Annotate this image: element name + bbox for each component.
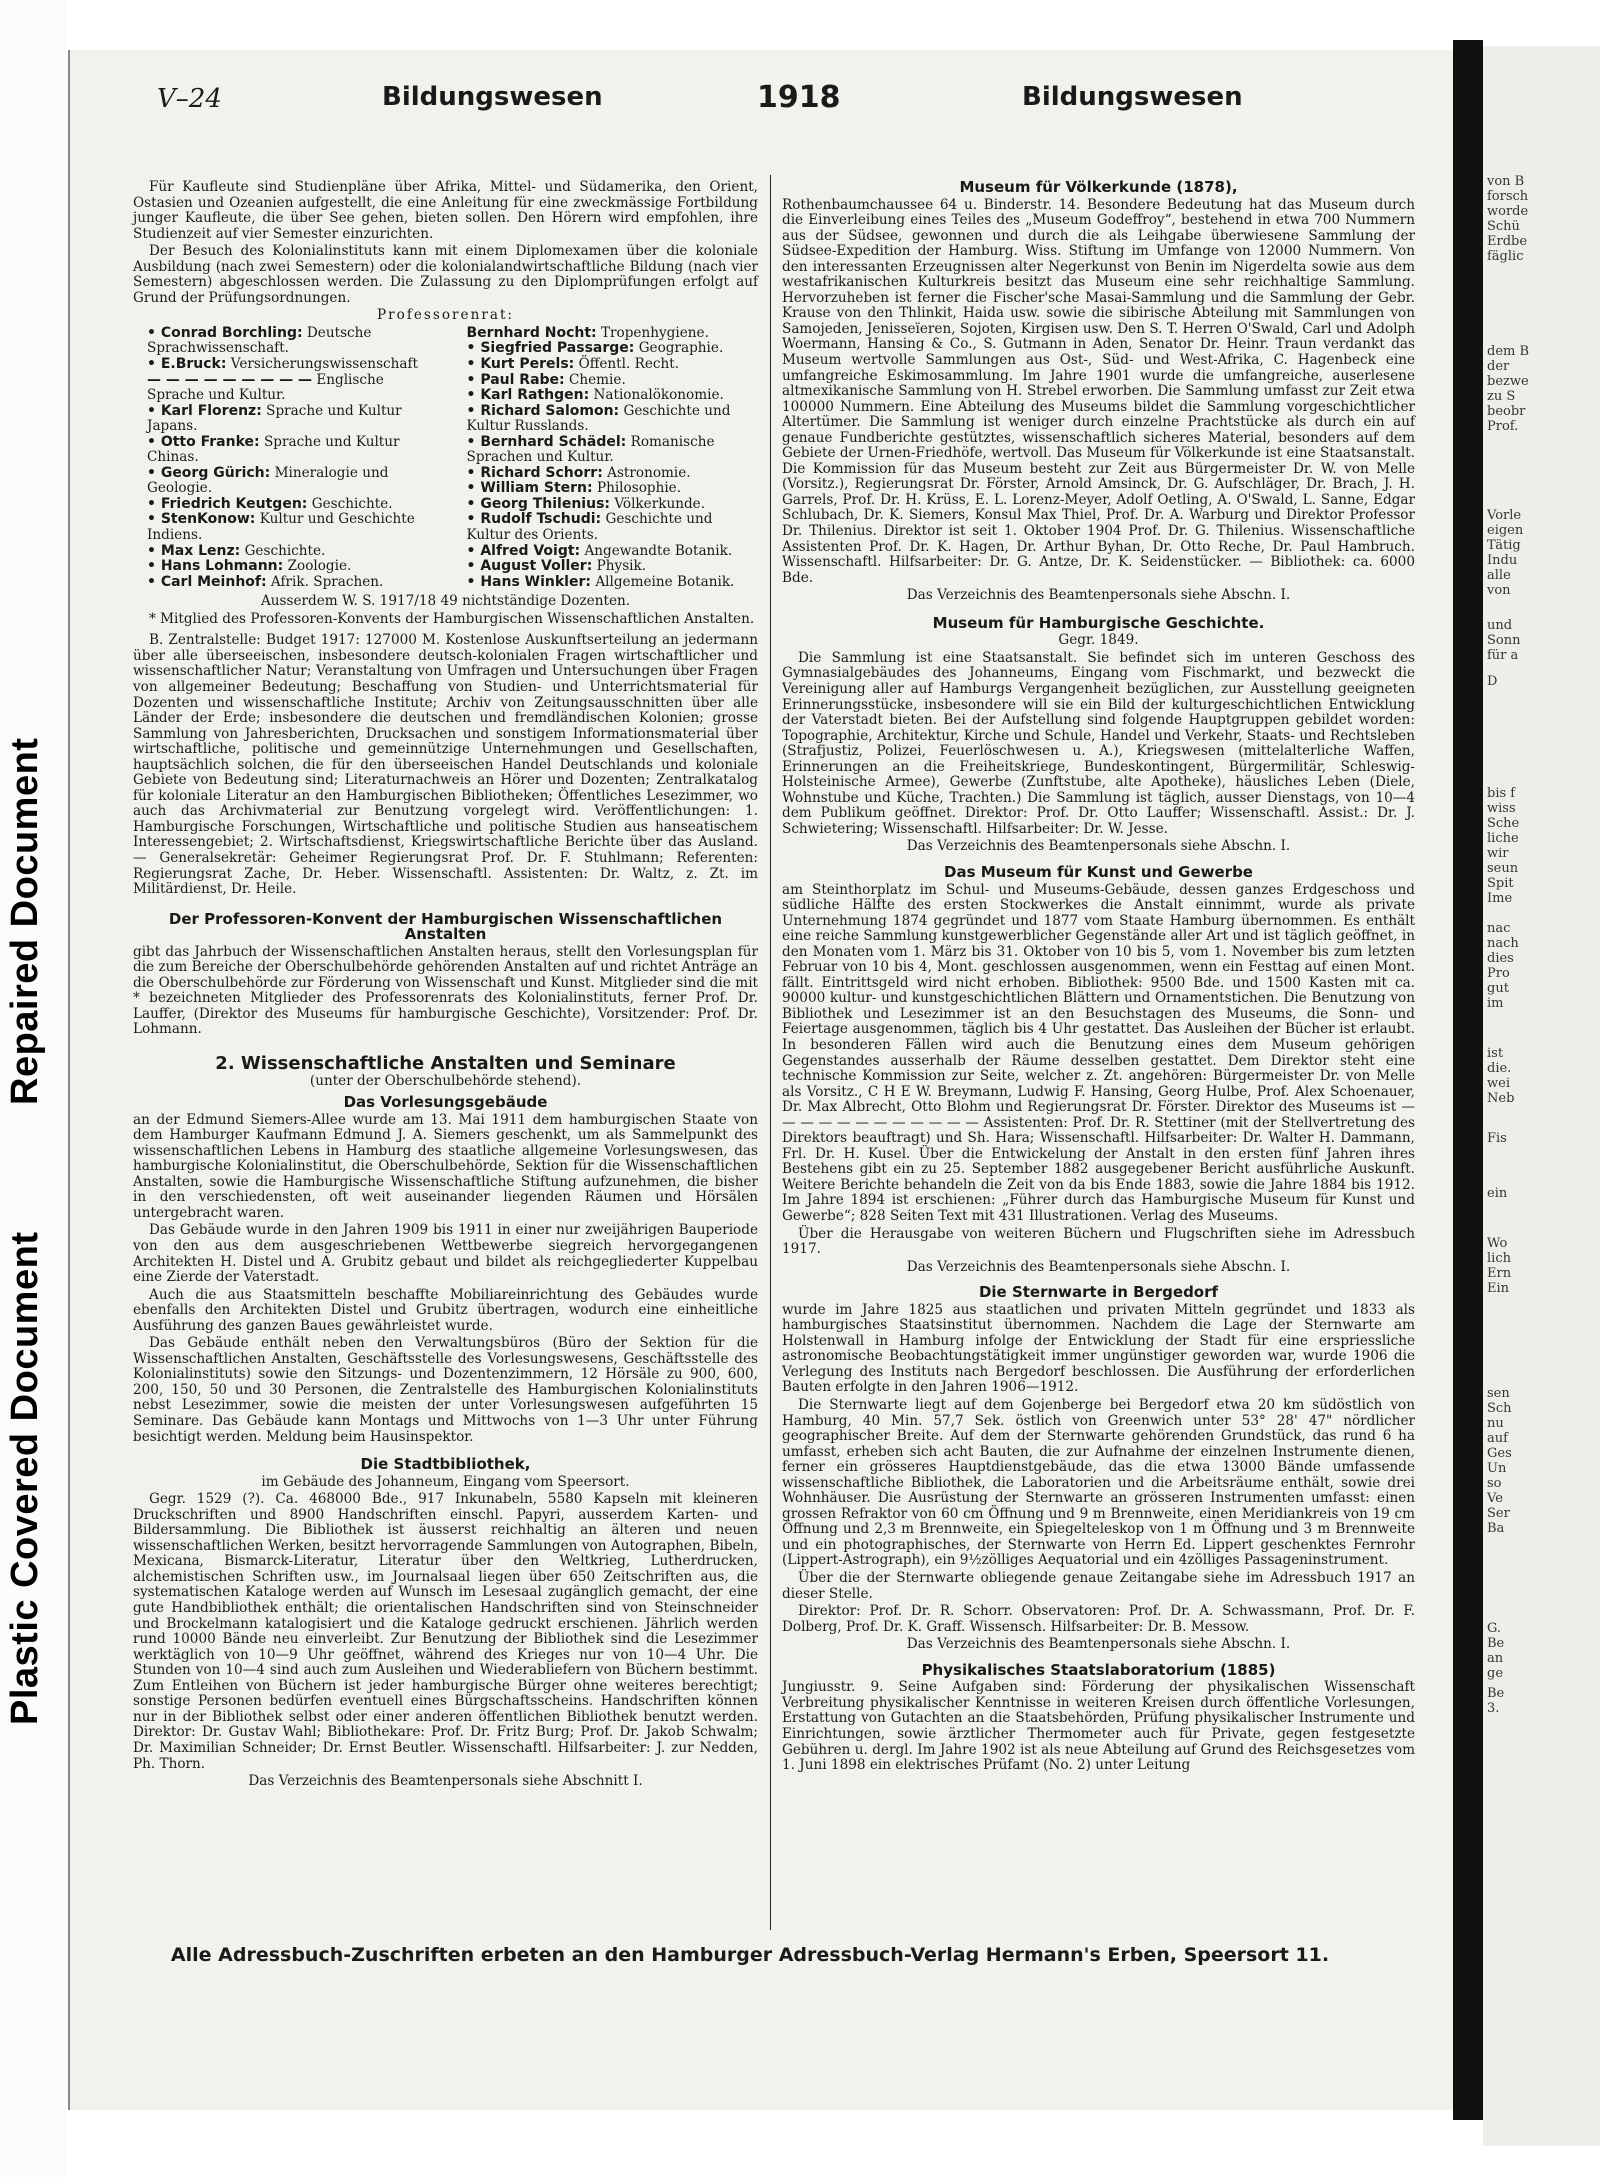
professor-name: • Richard Schorr: bbox=[466, 464, 603, 481]
professor-list-right bbox=[453, 326, 759, 590]
professor-name: • Karl Rathgen: bbox=[466, 387, 590, 404]
professor-field: Öffentl. Recht. bbox=[578, 356, 680, 373]
adjacent-page-text: lich bbox=[1487, 1251, 1511, 1266]
professor-entry bbox=[453, 544, 759, 560]
professor-name: • Paul Rabe: bbox=[466, 371, 565, 388]
professor-field: Chemie. bbox=[568, 371, 626, 388]
professor-field: Geschichte. bbox=[311, 495, 393, 512]
adjacent-page-text: G. bbox=[1487, 1621, 1502, 1636]
adjacent-page-text: bezwe bbox=[1487, 374, 1529, 389]
professor-field: Sprache und Kultur Chinas. bbox=[147, 433, 400, 466]
professor-entry bbox=[453, 357, 759, 373]
adjacent-page-text: auf bbox=[1487, 1431, 1508, 1446]
professor-name: • Georg Thilenius: bbox=[466, 495, 610, 512]
right-column bbox=[782, 180, 1415, 1776]
adjacent-page-text: D bbox=[1487, 674, 1498, 689]
adjacent-page-text: Pro bbox=[1487, 966, 1510, 981]
professor-entry bbox=[133, 559, 439, 575]
professor-name: • Conrad Borchling: bbox=[147, 324, 303, 341]
adjacent-page-text: Tätig bbox=[1487, 538, 1521, 553]
professor-name: • StenKonow: bbox=[147, 511, 256, 528]
professor-field: Deutsche Sprachwissenschaft. bbox=[147, 324, 372, 357]
adjacent-page-text: ein bbox=[1487, 1186, 1508, 1201]
professor-field: Mineralogie und Geologie. bbox=[147, 464, 389, 497]
stadtbibliothek-subheading: im Gebäude des Johanneum, Eingang vom Speersort. bbox=[261, 1473, 630, 1490]
intro-paragraph: Für Kaufleute sind Studienpläne über Afrika, Mittel- und Südamerika, den Orient, Ostasien und Ozeanien aufgestellt, die eine Anleitung für eine zweckmässige Fortbildung junger Kaufleute, die über See gehen, bieten sollen. Den Hörern wird empfohlen, ihre Studienzeit auf vier Semester einzurichten. bbox=[133, 179, 758, 242]
professor-field: Physik. bbox=[596, 558, 647, 575]
adjacent-page-text: ist bbox=[1487, 1046, 1504, 1061]
professor-field: Geschichte und Kultur Russlands. bbox=[466, 402, 731, 435]
kunst-gewerbe-reference: Das Verzeichnis des Beamtenpersonals siehe Abschn. I. bbox=[906, 1258, 1291, 1275]
adjacent-page-text: bis f bbox=[1487, 786, 1516, 801]
professorenrat-heading: Professorenrat: bbox=[377, 307, 514, 324]
adjacent-page-text: Ein bbox=[1487, 1281, 1510, 1296]
repaired-document-label: Repaired Document bbox=[4, 737, 46, 1105]
professor-name: • Friedrich Keutgen: bbox=[147, 495, 308, 512]
adjacent-page-text: Prof. bbox=[1487, 419, 1519, 434]
professor-field: Kultur und Geschichte Indiens. bbox=[147, 511, 415, 544]
professor-entry bbox=[133, 357, 439, 373]
header-year: 1918 bbox=[757, 80, 841, 115]
adjacent-page-text: beobr bbox=[1487, 404, 1526, 419]
adjacent-page-text: und bbox=[1487, 618, 1513, 633]
professor-field: Allgemeine Botanik. bbox=[595, 573, 735, 590]
professor-name: • Richard Salomon: bbox=[466, 402, 620, 419]
professor-name: • Georg Gürich: bbox=[147, 464, 271, 481]
sternwarte-paragraph: Die Sternwarte liegt auf dem Gojenberge bei Bergedorf etwa 20 km südöstlich von Hamburg, 40 Min. 57,7 Sek. östlich von Greenwich unter 53° 28' 47" nördlicher geographischer Breite. Auf dem der Sternwarte gehörenden Grundstück, das rund 6 ha umfasst, erheben sich acht Bauten, die zur Aufnahme der einzelnen Instrumente dienen, ferner ein grösseres Hauptdienstgebäude, das die etwa 13000 Bände umfassende wissenschaftliche Bibliothek, die Laboratorien und die Arbeitsräume enthält, sowie drei Wohnhäuser. Die Ausrüstung der Sternwarte an grösseren Instrumenten umfasst: einen grossen Refraktor von 60 cm Öffnung und 9 m Brennweite, einen Meridiankreis von 19 cm Öffnung und 2,3 m Brennweite, ein Spiegelteleskop von 1 m Öffnung und 3 m Brennweite und ein photographisches, der Sternwarte von Herrn Ed. Lippert geschenktes Fernrohr (Lippert-Astrograph), ein 9½zölliges Aequatorial und ein 4zölliges Passageninstrument. bbox=[782, 1397, 1415, 1569]
professor-field: Englische Sprache und Kultur. bbox=[147, 371, 384, 404]
professor-entry bbox=[453, 481, 759, 497]
professor-name: • Otto Franke: bbox=[147, 433, 260, 450]
hamburgische-geschichte-founded: Gegr. 1849. bbox=[1058, 632, 1139, 649]
adjacent-page-text: Vorle bbox=[1487, 508, 1522, 523]
adjacent-page-text: Ba bbox=[1487, 1521, 1505, 1536]
adjacent-page-text: Ges bbox=[1487, 1446, 1512, 1461]
professor-name: • Kurt Perels: bbox=[466, 356, 575, 373]
adjacent-page-text: von B bbox=[1487, 174, 1525, 189]
adjacent-page-text: Ime bbox=[1487, 891, 1513, 906]
sternwarte-paragraph: wurde im Jahre 1825 aus staatlichen und privaten Mitteln gegründet und 1833 als hamburgisches Staatsinstitut übernommen. Nachdem die Lage der Sternwarte am Holstenwall in Hamburg infolge der Entwicklung der Stadt für eine erspriessliche astronomische Beobachtungstätigkeit immer ungünstiger geworden war, wurde 1906 die Verlegung des Instituts nach Bergedorf beschlossen. Die Ausführung der erforderlichen Bauten erfolgte in den Jahren 1906—1912. bbox=[782, 1301, 1415, 1396]
professor-field: Angewandte Botanik. bbox=[584, 542, 733, 559]
professor-entry bbox=[133, 373, 439, 404]
header-title-left: Bildungswesen bbox=[382, 82, 603, 112]
professor-entry bbox=[453, 559, 759, 575]
adjacent-page-text: Spit bbox=[1487, 876, 1514, 891]
adjacent-page-text: Ern bbox=[1487, 1266, 1512, 1281]
professor-name: • Hans Winkler: bbox=[466, 573, 591, 590]
professor-entry bbox=[453, 575, 759, 591]
professor-name: • Carl Meinhof: bbox=[147, 573, 267, 590]
adjacent-page-text: Ser bbox=[1487, 1506, 1510, 1521]
professor-name: • Karl Florenz: bbox=[147, 402, 262, 419]
professor-field: Afrik. Sprachen. bbox=[270, 573, 384, 590]
adjacent-page-text: Un bbox=[1487, 1461, 1507, 1476]
professor-field: Geschichte. bbox=[244, 542, 326, 559]
professor-field: Geographie. bbox=[638, 340, 724, 357]
professor-entry bbox=[133, 466, 439, 497]
professor-list bbox=[133, 326, 758, 590]
page-footer: Alle Adressbuch-Zuschriften erbeten an den Hamburger Adressbuch-Verlag Hermann's Erben, Speersort 11. bbox=[170, 1944, 1330, 1966]
professor-entry bbox=[133, 497, 439, 513]
adjacent-page-text: Fis bbox=[1487, 1131, 1507, 1146]
vorlesungsgebaeude-paragraph: Das Gebäude enthält neben den Verwaltungsbüros (Büro der Sektion für die Wissenschaftlichen Anstalten, Geschäftsstelle des Vorlesungswesens, Geschäftsstelle des Kolonialinstituts) sowie den Sitzungs- und Dozentenzimmern, 12 Hörsäle zu 900, 600, 200, 150, 50 und 30 Personen, die Zentralstelle des Hamburgischen Kolonialinstituts nebst Lesezimmer, sowie die meisten der unter Vorlesungswesen aufgeführten 15 Seminare. Das Gebäude kann Montags und Mittwochs von 1—3 Uhr unter Führung besichtigt werden. Meldung beim Hausinspektor. bbox=[133, 1335, 758, 1445]
adjacent-page-text: an bbox=[1487, 1651, 1504, 1666]
adjacent-page-text: von bbox=[1487, 583, 1511, 598]
adjacent-page-text: fäglic bbox=[1487, 249, 1524, 264]
professor-entry bbox=[133, 435, 439, 466]
adjacent-page-text: nu bbox=[1487, 1416, 1504, 1431]
adjacent-page-text: Erdbe bbox=[1487, 234, 1528, 249]
professor-field: Astronomie. bbox=[607, 464, 691, 481]
vorlesungsgebaeude-paragraph: Auch die aus Staatsmitteln beschaffte Mobiliareinrichtung des Gebäudes wurde ebenfalls den Architekten Distel und Grubitz übertragen, wodurch eine einheitliche Ausführung des ganzen Baues gewährleistet wurde. bbox=[133, 1286, 758, 1334]
adjacent-page-text: wiss bbox=[1487, 801, 1516, 816]
professor-field: Völkerkunde. bbox=[614, 495, 706, 512]
left-column bbox=[133, 180, 758, 1792]
section-2-heading: 2. Wissenschaftliche Anstalten und Seminare bbox=[215, 1052, 676, 1074]
adjacent-page-text: Sch bbox=[1487, 1401, 1512, 1416]
stadtbibliothek-reference: Das Verzeichnis des Beamtenpersonals siehe Abschnitt I. bbox=[248, 1773, 643, 1790]
professor-entry bbox=[453, 326, 759, 342]
binding-gutter bbox=[1453, 40, 1483, 2120]
voelkerkunde-heading: Museum für Völkerkunde (1878), bbox=[959, 178, 1238, 196]
zentralstelle-paragraph: B. Zentralstelle: Budget 1917: 127000 M. Kostenlose Auskunftserteilung an jedermann über alle überseeischen, insbesondere deutsch-kolonialen Fragen wirtschaftlicher und wissenschaftlicher Natur; Veranstaltung von Umfragen und Untersuchungen über Fragen von allgemeiner Bedeutung; Beschaffung von Studien- und Unterrichtsmaterial für Dozenten und wissenschaftliche Institute; Archiv von Zeitungsausschnitten über alle Länder der Erde; insbesondere die deutschen und fremdländischen Kolonien; grosse Sammlung von Jahresberichten, Drucksachen und sonstigem Informationsmaterial über wirtschaftliche, politische und gemeinnützige Unternehmungen und Gesellschaften, hauptsächlich solchen, die für den überseeischen Handel Deutschlands und koloniale Gebiete von Bedeutung sind; Literaturnachweis an Hörer und Dozenten; Zentralkatalog für koloniale Literatur an den Hamburgischen Bibliotheken; Öffentliches Lesezimmer, wo auch das Archivmaterial zur Benutzung vorgelegt wird. Veröffentlichungen: 1. Hamburgische Forschungen, Wirtschaftliche und politische Studien aus hanseatischem Interessengebiet; 2. Wirtschaftsdienst, Kriegswirtschaftliche Berichte über das Ausland. — Generalsekretär: Geheimer Regierungsrat Prof. Dr. F. Stuhlmann; Referenten: Regierungsrat Zache, Dr. Heber. Wissenschaftl. Assistenten: Dr. Waltz, z. Zt. im Militärdienst, Dr. Heile. bbox=[133, 632, 758, 898]
adjacent-page-text: Sche bbox=[1487, 816, 1520, 831]
adjacent-page-text: liche bbox=[1487, 831, 1519, 846]
professor-name: • August Voller: bbox=[466, 558, 593, 575]
voelkerkunde-reference: Das Verzeichnis des Beamtenpersonals siehe Abschn. I. bbox=[906, 587, 1291, 604]
professor-name: • Siegfried Passarge: bbox=[466, 340, 635, 357]
adjacent-page-text: dies bbox=[1487, 951, 1514, 966]
ausserdem-note: Ausserdem W. S. 1917/18 49 nichtständige Dozenten. bbox=[260, 593, 631, 610]
professor-entry bbox=[133, 512, 439, 543]
physikalisches-heading: Physikalisches Staatslaboratorium (1885) bbox=[921, 1660, 1276, 1679]
hamburgische-geschichte-reference: Das Verzeichnis des Beamtenpersonals siehe Abschn. I. bbox=[906, 838, 1291, 855]
adjacent-page-text: die. bbox=[1487, 1061, 1512, 1076]
adjacent-page-text: gut bbox=[1487, 981, 1509, 996]
adjacent-page-text: für a bbox=[1487, 648, 1519, 663]
kunst-gewerbe-paragraph: Über die Herausgabe von weiteren Büchern und Flugschriften siehe im Adressbuch 1917. bbox=[782, 1225, 1415, 1258]
adjacent-page-text: Be bbox=[1487, 1636, 1505, 1651]
page-header bbox=[92, 78, 1243, 118]
plastic-covered-label: Plastic Covered Document bbox=[4, 1231, 46, 1725]
professor-entry bbox=[453, 388, 759, 404]
column-divider bbox=[770, 175, 771, 1930]
adjacent-page-text: Wo bbox=[1487, 1236, 1508, 1251]
professor-field: Nationalökonomie. bbox=[593, 387, 724, 404]
professor-entry bbox=[453, 341, 759, 357]
hamburgische-geschichte-paragraph: Die Sammlung ist eine Staatsanstalt. Sie befindet sich im unteren Geschoss des Gymnasialgebäudes des Johanneums, Eingang vom Fischmarkt, und bezweckt die Vereinigung aller auf Hamburgs Vergangenheit bezüglichen, zur Ausstellung geeigneten Erinnerungsstücke, insbesondere will sie ein Bild der kulturgeschichtlichen Entwicklung der Vaterstadt bieten. Bei der Aufstellung sind folgende Hauptgruppen gebildet worden: Topographie, Architektur, Kirche und Schule, Handel und Verkehr, Staats- und Rechtsleben (Strafjustiz, Polizei, Feuerlöschwesen u. A.), Kriegswesen (mittelalterliche Waffen, Erinnerungen an die Freiheitskriege, Bundeskontingent, Bürgermilitär, Schleswig-Holsteinische Armee), Gewerbe (Zunftstube, alte Apotheke), häusliches Leben (Diele, Wohnstube und Küche, Trachten.) Die Sammlung ist täglich, ausser Dienstags, von 10—4 dem Publikum geöffnet. Direktor: Prof. Dr. Otto Lauffer; Wissenschaftl. Assist.: Dr. J. Schwietering; Wissenschaftl. Hilfsarbeiter: Dr. W. Jesse. bbox=[782, 649, 1415, 837]
professor-field: Sprache und Kultur Japans. bbox=[147, 402, 402, 435]
professor-field: Romanische Sprachen und Kultur. bbox=[466, 433, 715, 466]
adjacent-page-text: wei bbox=[1487, 1076, 1510, 1091]
stadtbibliothek-heading: Die Stadtbibliothek, bbox=[360, 1455, 531, 1474]
section-2-subheading: (unter der Oberschulbehörde stehend). bbox=[309, 1072, 582, 1089]
adjacent-page-text: Indu bbox=[1487, 553, 1518, 568]
professor-field: Geschichte und Kultur des Orients. bbox=[466, 511, 713, 544]
adjacent-page-text: im bbox=[1487, 996, 1504, 1011]
professor-name: • Bernhard Schädel: bbox=[466, 433, 627, 450]
intro-paragraph: Der Besuch des Kolonialinstituts kann mit einem Diplomexamen über die koloniale Ausbildung (nach zwei Semestern) oder die kolonialandwirtschaftliche Bildung (nach vier Semestern) abgeschlossen werden. Die Zulassung zu den Diplomprüfungen erfolgt auf Grund der Prüfungsordnungen. bbox=[133, 243, 758, 306]
adjacent-page-text: Schü bbox=[1487, 219, 1520, 234]
adjacent-page-text: Neb bbox=[1487, 1091, 1515, 1106]
professor-field: Versicherungswissenschaft bbox=[230, 356, 419, 373]
professor-entry bbox=[453, 466, 759, 482]
professor-entry bbox=[453, 373, 759, 389]
kunst-gewerbe-heading: Das Museum für Kunst und Gewerbe bbox=[944, 862, 1253, 881]
professor-name: • William Stern: bbox=[466, 480, 593, 497]
professor-entry bbox=[133, 404, 439, 435]
professor-entry bbox=[453, 435, 759, 466]
professor-entry bbox=[133, 544, 439, 560]
physikalisches-paragraph: Jungiusstr. 9. Seine Aufgaben sind: Förderung der physikalischen Wissenschaft Verbreitung physikalischer Kenntnisse in weiteren Kreisen durch öffentliche Vorlesungen, Erstattung von Gutachten an die Staatsbehörden, Prüfung physikalischer Instrumente und Einrichtungen, sowie ärztlicher Thermometer auch für Private, gegen festgesetzte Gebühren u. dergl. Im Jahre 1902 ist als neue Abteilung auf Grund des Reichsgesetzes vom 1. Juni 1898 ein elektrisches Prüfamt (No. 2) unter Leitung bbox=[782, 1679, 1415, 1774]
adjacent-page-text: wir bbox=[1487, 846, 1509, 861]
page-number: V–24 bbox=[157, 84, 222, 114]
professor-name: • Rudolf Tschudi: bbox=[466, 511, 602, 528]
professor-name: — — — — — — — — — bbox=[147, 371, 312, 388]
sternwarte-paragraph: Über die der Sternwarte obliegende genaue Zeitangabe siehe im Adressbuch 1917 an dieser Stelle. bbox=[782, 1570, 1415, 1602]
adjacent-page-fragment bbox=[1483, 46, 1600, 2146]
adjacent-page-text: seun bbox=[1487, 861, 1519, 876]
sternwarte-reference: Das Verzeichnis des Beamtenpersonals siehe Abschn. I. bbox=[906, 1636, 1291, 1653]
sternwarte-heading: Die Sternwarte in Bergedorf bbox=[978, 1283, 1219, 1302]
professor-name: • Max Lenz: bbox=[147, 542, 241, 559]
konvent-paragraph: gibt das Jahrbuch der Wissenschaftlichen Anstalten heraus, stellt den Vorlesungsplan für die zum Bereiche der Oberschulbehörde gehörenden Anstalten auf und richtet Anträge an die Oberschulbehörde zur Förderung von Wissenschaft und Kunst. Mitglieder sind die mit * bezeichneten Mitglieder des Professorenrats des Kolonialinstituts, ferner Prof. Dr. Lauffer, (Direktor des Museums für hamburgische Geschichte), Vorsitzender: Prof. Dr. Lohmann. bbox=[133, 943, 758, 1038]
professor-name: Bernhard Nocht: bbox=[466, 324, 597, 341]
adjacent-page-text: worde bbox=[1487, 204, 1529, 219]
professor-list-left bbox=[133, 326, 439, 590]
professor-entry bbox=[133, 326, 439, 357]
adjacent-page-text: alle bbox=[1487, 568, 1511, 583]
adjacent-page-text: so bbox=[1487, 1476, 1502, 1491]
professor-entry bbox=[453, 512, 759, 543]
adjacent-page-text: sen bbox=[1487, 1386, 1510, 1401]
professor-entry bbox=[453, 497, 759, 513]
hamburgische-geschichte-heading: Museum für Hamburgische Geschichte. bbox=[932, 613, 1265, 632]
header-title-right: Bildungswesen bbox=[1022, 82, 1243, 112]
kunst-gewerbe-paragraph: am Steinthorplatz im Schul- und Museums-Gebäude, dessen ganzes Erdgeschoss und südliche Hälfte des ersten Stockwerkes die Anstalt einnimmt, wurde als private Unternehmung 1874 gegründet und 1877 vom Staate Hamburg übernommen. Es enthält eine reiche Sammlung kunstgewerblicher Gegenstände aller Art und ist täglich geöffnet, in den Monaten vom 1. März bis 31. Oktober von 10 bis 5, vom 1. November bis zum letzten Februar von 10 bis 4, Mont. geschlossen ausgenommen, wenn ein Festtag auf einen Mont. fällt. Eintrittsgeld wird nicht erhoben. Bibliothek: 9500 Bde. und 1500 Kasten mit ca. 90000 kultur- und kunstgeschichtlichen Blättern und Ornamentstichen. Die Benutzung von Bibliothek und Lesezimmer ist an den Besuchstagen des Museums, die Sonn- und Feiertage ausgenommen, täglich bis 4 Uhr gestattet. Das Ausleihen der Bücher ist erlaubt. In besonderen Fällen wird auch die Benutzung eines dem Museum gehörigen Gegenstandes ausserhalb der Räume desselben gestattet. Dem Direktor steht eine technische Kommission zur Seite, welcher z. Zt. angehören: Bürgermeister Dr. von Melle als Vorsitz., C H E W. Breymann, Ludwig F. Hansing, Georg Hulbe, Prof. Alex Schoenauer, Dr. Max Albrecht, Otto Blohm und Regierungsrat Dr. Förster. Direktor des Museums ist — — — — — — — — — — — — Assistenten: Prof. Dr. R. Stettiner (mit der Stellvertretung des Direktors beauftragt) und Sh. Hara; Wissenschaftl. Hilfsarbeiter: Dr. Walter H. Dammann, Frl. Dr. H. Kusel. Über die Entwickelung der Anstalt in den ersten fünf Jahren ihres Bestehens gibt ein zu 25. September 1882 ausgegebener Bericht ausführliche Auskunft. Weitere Berichte behandeln die Zeit von da bis Ende 1883, sowie die Jahre 1884 bis 1912. Im Jahre 1894 ist erschienen: „Führer durch das Hamburgische Museum für Kunst und Gewerbe“; 828 Seiten Text mit 431 Illustrationen. Verlag des Museums. bbox=[782, 881, 1415, 1224]
adjacent-page-text: 3. bbox=[1487, 1701, 1500, 1716]
adjacent-page-text: eigen bbox=[1487, 523, 1524, 538]
konvent-heading: Der Professoren-Konvent der Hamburgischen Wissenschaftlichen Anstalten bbox=[168, 909, 723, 944]
adjacent-page-text: ge bbox=[1487, 1666, 1504, 1681]
professor-entry bbox=[453, 404, 759, 435]
professor-entry bbox=[133, 575, 439, 591]
professor-field: Philosophie. bbox=[596, 480, 682, 497]
adjacent-page-text: forsch bbox=[1487, 189, 1529, 204]
vorlesungsgebaeude-paragraph: an der Edmund Siemers-Allee wurde am 13. Mai 1911 dem hamburgischen Staate von dem Hamburger Kaufmann Edmund J. A. Siemers geschenkt, um als Sammelpunkt des wissenschaftlichen Lebens in Hamburg des staatliche allgemeine Vorlesungswesen, das hamburgische Kolonialinstitut, die Oberschulbehörde, Sektion für die Wissenschaftlichen Anstalten, sowie die Hamburgische Wissenschaftliche Stiftung aufzunehmen, die bisher in den verschiedensten, oft weit auseinander liegenden Räumen und Hörsälen untergebracht waren. bbox=[133, 1111, 758, 1221]
mitglied-note: * Mitglied des Professoren-Konvents der Hamburgischen Wissenschaftlichen Anstalten. bbox=[149, 610, 755, 627]
vorlesungsgebaeude-paragraph: Das Gebäude wurde in den Jahren 1909 bis 1911 in einer nur zweijährigen Bauperiode von den aus dem ausgeschriebenen Wettbewerbe siegreich hervorgegangenen Architekten H. Distel und A. Grubitz gebaut und bildet als reichgegliederter Kuppelbau eine Zierde der Vaterstadt. bbox=[133, 1222, 758, 1286]
professor-field: Zoologie. bbox=[287, 558, 352, 575]
stadtbibliothek-paragraph: Gegr. 1529 (?). Ca. 468000 Bde., 917 Inkunabeln, 5580 Kapseln mit kleineren Druckschriften und 8900 Handschriften einschl. Papyri, ausserdem Karten- und Bildersammlung. Die Bibliothek ist äusserst reichhaltig an älteren und neuen wissenschaftlichen Werken, besitzt hervorragende Sammlungen von Autographen, Bibeln, Mexicana, Bismarck-Literatur, Literatur über den Weltkrieg, Lutherdrucken, alchemistischen Schriften usw., im Journalsaal liegen über 650 Zeitschriften aus, die systematischen Kataloge werden auf Wunsch im Lesesaal zugänglich gemacht, der eine gute Handbibliothek enthält; die orientalischen Handschriften sind von Steinschneider und Brockelmann katalogisiert und die Kataloge gedruckt erschienen. Jährlich werden rund 10000 Bände neu einverleibt. Zur Benutzung der Bibliothek sind die Lesezimmer werktäglich von 10—9 Uhr geöffnet, während des Krieges nur von 10—4 Uhr. Die Stunden von 10—4 sind auch zum Ausleihen und Wiederabliefern von Büchern bestimmt. Zum Entleihen von Büchern ist jeder hamburgische Bürger ohne weiteres berechtigt; sonstige Personen bedürfen eventuell eines Bürgschaftsscheins. Handschriften können nur in der Bibliothek selbst oder einer anderen öffentlichen Bibliothek benutzt werden. Direktor: Dr. Gustav Wahl; Bibliothekare: Prof. Dr. Fritz Burg; Prof. Dr. Jakob Schwalm; Dr. Maximilian Schneider; Dr. Ernst Beutler. Wissenschaftl. Hilfsarbeiter: J. zur Nedden, Ph. Thorn. bbox=[133, 1491, 758, 1772]
voelkerkunde-paragraph: Rothenbaumchaussee 64 u. Binderstr. 14. Besondere Bedeutung hat das Museum durch die Einverleibung eines Teiles des „Museum Godeffroy“, bestehend in etwa 700 Nummern aus der Südsee, gewonnen und durch die als Leihgabe überwiesene Sammlung der Südsee-Expedition der Hamburg. Wiss. Stiftung im Umfange von 12000 Nummern. Von den interessanten Erzeugnissen alter Negerkunst von Benin im Nigerdelta sowie aus dem westafrikanischen Kulturkreis besitzt das Museum eine sehr reichhaltige Sammlung. Hervorzuheben ist ferner die Fischer'sche Masai-Sammlung und die Sammlung der Gebr. Krause von den Thlinkit, Haida usw. sowie die sibirische Abteilung mit Sammlungen von Samojeden, Jenisseïeren, Sojoten, Kirgisen usw. Den S. T. Herren O'Swald, Carl und Adolph Woermann, Hansing & Co., S. Gutmann in Aden, Senator Dr. Heinr. Traun verdankt das Museum wertvolle Sammlungen aus Ost-, Süd- und West-Afrika, C. Hagenbeck eine umfangreiche Eskimosammlung. Im Jahre 1901 wurde die umfangreiche, auserlesene altmexikanische Sammlung von H. Strebel erworben. Die Sammlung umfasst zur Zeit etwa 100000 Nummern. Eine Abteilung des Museums bildet die Sammlung vorgeschichtlicher Altertümer. Die Sammlung ist weniger durch einzelne Prachtstücke als durch ein auf genaue Fundberichte gestütztes, wissenschaftlich sicheres Material, besonders auf dem Gebiete der Urnen-Friedhöfe, wertvoll. Das Museum für Völkerkunde ist eine Staatsanstalt. Die Kommission für das Museum besteht zur Zeit aus Bürgermeister Dr. W. von Melle (Vorsitz.), Regierungsrat Dr. Förster, Arnold Amsinck, Dr. G. Aufschläger, Dr. Brach, J. H. Garrels, Prof. Dr. H. Krüss, E. L. Lorenz-Meyer, Adolf Oetling, A. O'Swald, L. Sanne, Edgar Schlubach, Dr. K. Siemers, Konsul Max Thiel, Prof. Dr. A. Warburg und Direktor Professor Dr. Thilenius. Direktor ist seit 1. Oktober 1904 Prof. Dr. G. Thilenius. Wissenschaftliche Assistenten Prof. Dr. K. Hagen, Dr. Arthur Byhan, Dr. Otto Reche, Dr. Paul Hambruch. Wissenschaftl. Hilfsarbeiter: Dr. G. Antze, Dr. K. Seidenstücker. — Bibliothek: ca. 6000 Bde. bbox=[782, 196, 1415, 586]
adjacent-page-text: nach bbox=[1487, 936, 1519, 951]
adjacent-page-text: nac bbox=[1487, 921, 1511, 936]
professor-name: • Hans Lohmann: bbox=[147, 558, 284, 575]
vorlesungsgebaeude-heading: Das Vorlesungsgebäude bbox=[343, 1093, 548, 1112]
adjacent-page-text: zu S bbox=[1487, 389, 1516, 404]
sternwarte-paragraph: Direktor: Prof. Dr. R. Schorr. Observatoren: Prof. Dr. A. Schwassmann, Prof. Dr. F. Dolberg, Prof. Dr. K. Graff. Wissensch. Hilfsarbeiter: Dr. B. Messow. bbox=[782, 1603, 1415, 1635]
adjacent-page-text: Ve bbox=[1487, 1491, 1503, 1506]
adjacent-page-text: der bbox=[1487, 359, 1510, 374]
adjacent-page-text: dem B bbox=[1487, 344, 1530, 359]
professor-name: • E.Bruck: bbox=[147, 356, 227, 373]
professor-field: Tropenhygiene. bbox=[600, 324, 709, 341]
adjacent-page-text: Sonn bbox=[1487, 633, 1521, 648]
professor-name: • Alfred Voigt: bbox=[466, 542, 581, 559]
adjacent-page-text: Be bbox=[1487, 1686, 1505, 1701]
